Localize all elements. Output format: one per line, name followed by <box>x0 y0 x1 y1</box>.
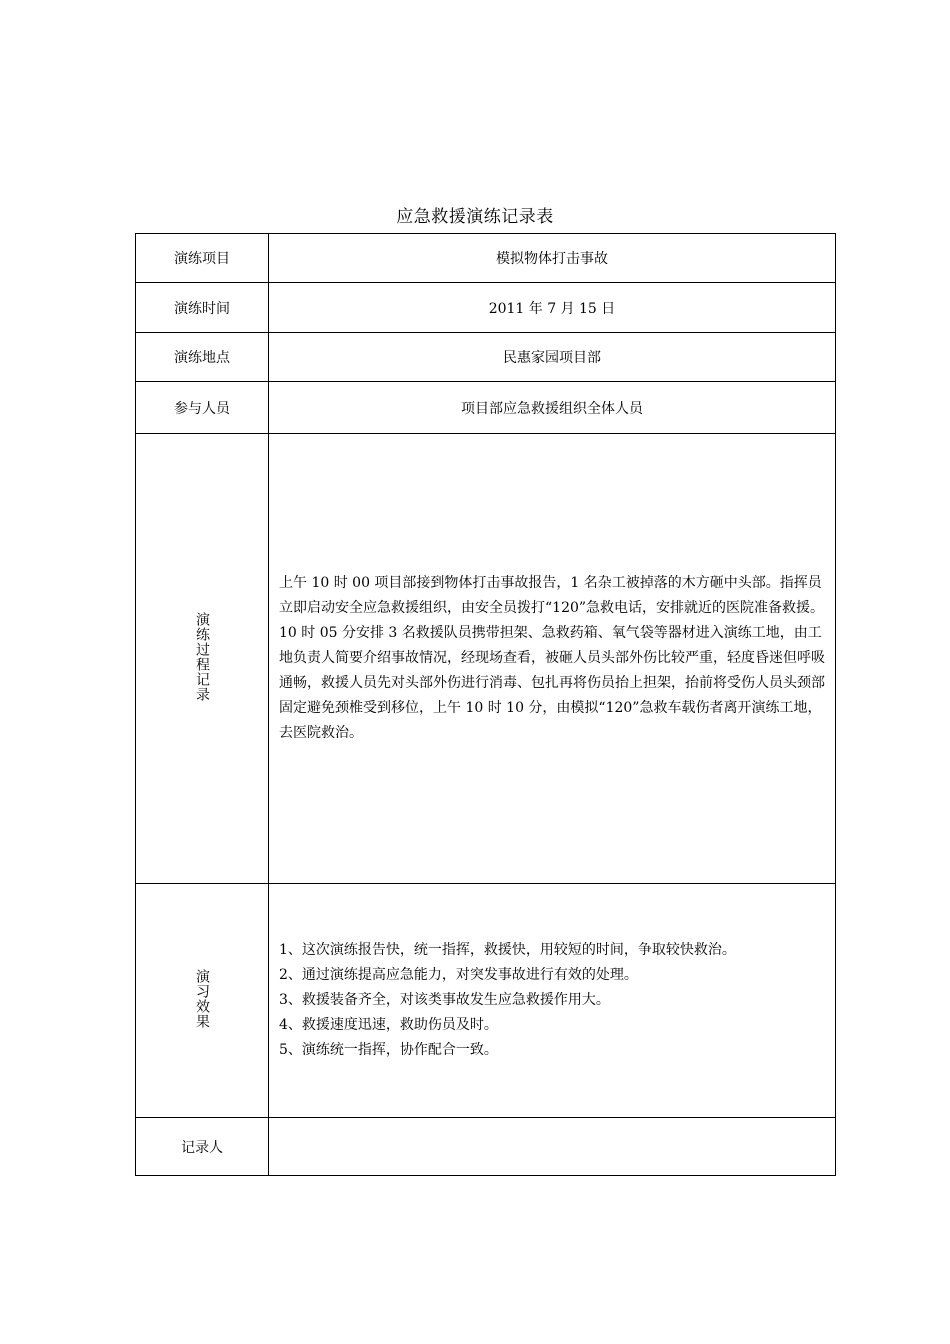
list-item: 3、救援装备齐全，对该类事故发生应急救援作用大。 <box>279 992 610 1008</box>
table-row <box>136 283 836 333</box>
table-row <box>136 382 836 434</box>
row-label-time: 演练时间 <box>136 283 269 333</box>
effect-cell <box>269 884 836 1118</box>
table-row <box>136 1118 836 1176</box>
table-row <box>136 333 836 382</box>
process-label-cell <box>136 434 269 884</box>
row-label-project: 演练项目 <box>136 234 269 283</box>
process-text: 上午 10 时 00 项目部接到物体打击事故报告，1 名杂工被掉落的木方砸中头部。指挥员立即启动安全应急救援组织，由安全员拨打“120”急救电话，安排就近的医院准备救援。10 时 05 分安排 3 名救援队员携带担架、急救药箱、氧气袋等器材进入演练工地，由工地负责人简要介绍事故情况，经现场查看，被砸人员头部外伤比较严重，轻度昏迷但呼吸通畅，救援人员先对头部外伤进行消毒、包扎再将伤员抬上担架，抬前将受伤人员头颈部固定避免颈椎受到移位，上午 10 时 10 分，由模拟“120”急救车载伤者离开演练工地，去医院救治。 <box>279 575 825 741</box>
table-row <box>136 234 836 283</box>
effect-label: 演习效果 <box>194 968 210 1029</box>
row-value-participants: 项目部应急救援组织全体人员 <box>269 382 836 434</box>
document-title: 应急救援演练记录表 <box>396 207 554 227</box>
row-label-location: 演练地点 <box>136 333 269 382</box>
effect-list <box>269 938 835 1063</box>
process-label: 演练过程记录 <box>194 611 210 702</box>
row-value-project: 模拟物体打击事故 <box>269 234 836 283</box>
list-item: 4、救援速度迅速，救助伤员及时。 <box>279 1017 498 1033</box>
list-item: 1、这次演练报告快，统一指挥，救援快，用较短的时间，争取较快救治。 <box>279 942 736 958</box>
process-cell <box>269 434 836 884</box>
recorder-value <box>269 1118 836 1176</box>
list-item: 5、演练统一指挥，协作配合一致。 <box>279 1042 498 1058</box>
row-value-time: 2011 年 7 月 15 日 <box>269 283 836 333</box>
row-label-participants: 参与人员 <box>136 382 269 434</box>
table-row <box>136 434 836 884</box>
drill-record-table <box>135 233 836 1176</box>
row-value-location: 民惠家园项目部 <box>269 333 836 382</box>
recorder-label: 记录人 <box>136 1118 269 1176</box>
table-row <box>136 884 836 1118</box>
effect-label-cell <box>136 884 269 1118</box>
list-item: 2、通过演练提高应急能力，对突发事故进行有效的处理。 <box>279 967 638 983</box>
